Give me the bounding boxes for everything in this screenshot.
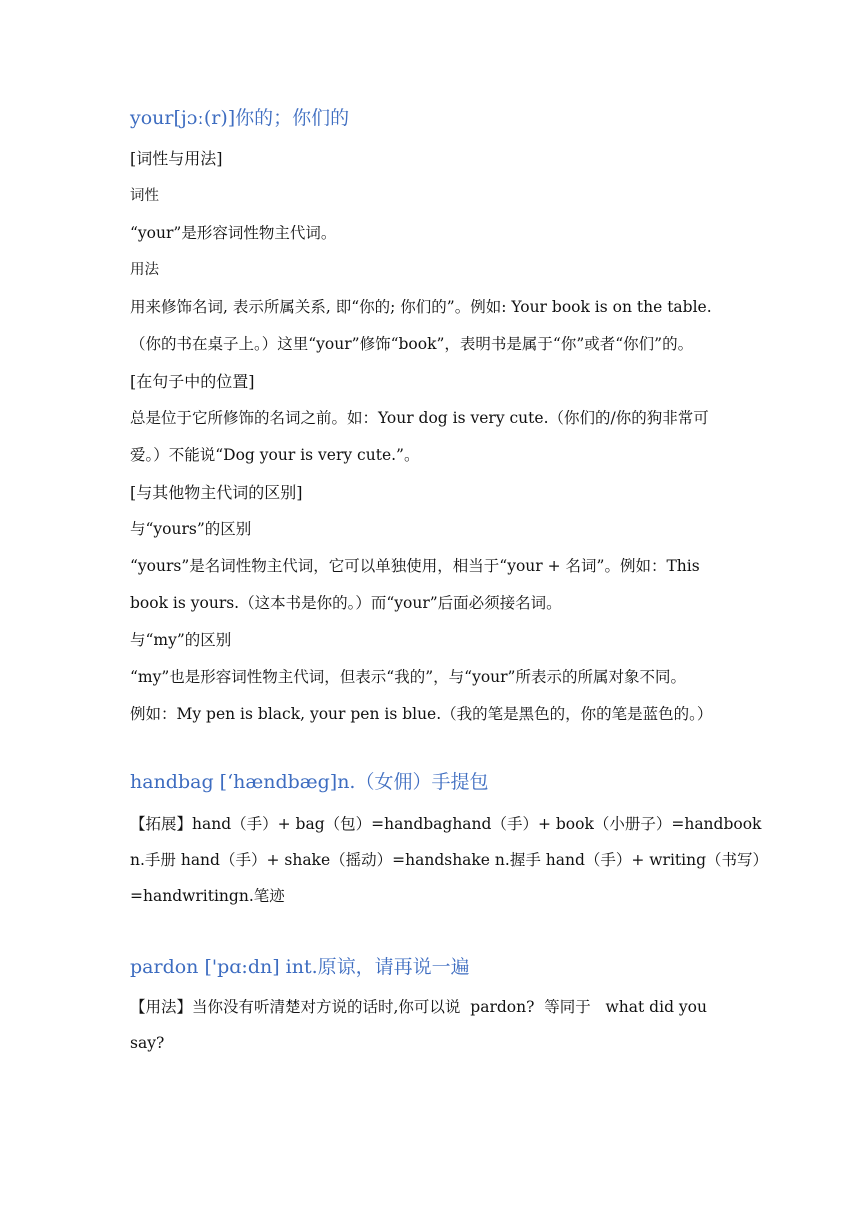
section-label-position: [在句子中的位置] xyxy=(130,372,255,391)
subheading-yours: 与“yours”的区别 xyxy=(130,520,252,538)
paragraph-line: 【拓展】hand（手）+ bag（包）=handbaghand（手）+ book（小册子）=handbook xyxy=(130,815,762,833)
paragraph-line: 【用法】当你没有听清楚对方说的话时,你可以说 pardon? 等同于 what did you xyxy=(130,998,707,1016)
entry-heading-your: your[jɔː(r)]你的；你们的 xyxy=(130,107,350,129)
entry-heading-handbag: handbag [‘hændbæg]n.（女佣）手提包 xyxy=(130,771,489,793)
paragraph-line: 爱。）不能说“Dog your is very cute.”。 xyxy=(130,446,420,464)
paragraph-line: 例如：My pen is black, your pen is blue.（我的笔是黑色的，你的笔是蓝色的。） xyxy=(130,705,713,723)
section-label-pos-usage: [词性与用法] xyxy=(130,149,223,168)
paragraph-line: =handwritingn.笔迹 xyxy=(130,887,285,905)
subheading-usage: 用法 xyxy=(130,262,159,278)
paragraph-line: “my”也是形容词性物主代词，但表示“我的”，与“your”所表示的所属对象不同。 xyxy=(130,668,686,686)
paragraph-line: book is yours.（这本书是你的。）而“your”后面必须接名词。 xyxy=(130,594,562,612)
paragraph-line: n.手册 hand（手）+ shake（摇动）=handshake n.握手 hand（手）+ writing（书写） xyxy=(130,851,769,869)
paragraph-line: （你的书在桌子上。）这里“your”修饰“book”，表明书是属于“你”或者“你们”的。 xyxy=(130,335,694,353)
subheading-my: 与“my”的区别 xyxy=(130,631,232,649)
paragraph-line: 总是位于它所修饰的名词之前。如：Your dog is very cute.（你们的/你的狗非常可 xyxy=(130,409,709,427)
paragraph-line: 用来修饰名词, 表示所属关系, 即“你的; 你们的”。例如: Your book is on the table. xyxy=(130,298,712,316)
paragraph-line: say? xyxy=(130,1034,165,1052)
subheading-pos: 词性 xyxy=(130,188,159,204)
paragraph-line: “yours”是名词性物主代词，它可以单独使用，相当于“your + 名词”。例如：This xyxy=(130,557,700,575)
paragraph-line: “your”是形容词性物主代词。 xyxy=(130,224,337,242)
entry-heading-pardon: pardon ['pɑ:dn] int.原谅，请再说一遍 xyxy=(130,956,470,978)
section-label-difference: [与其他物主代词的区别] xyxy=(130,483,303,502)
